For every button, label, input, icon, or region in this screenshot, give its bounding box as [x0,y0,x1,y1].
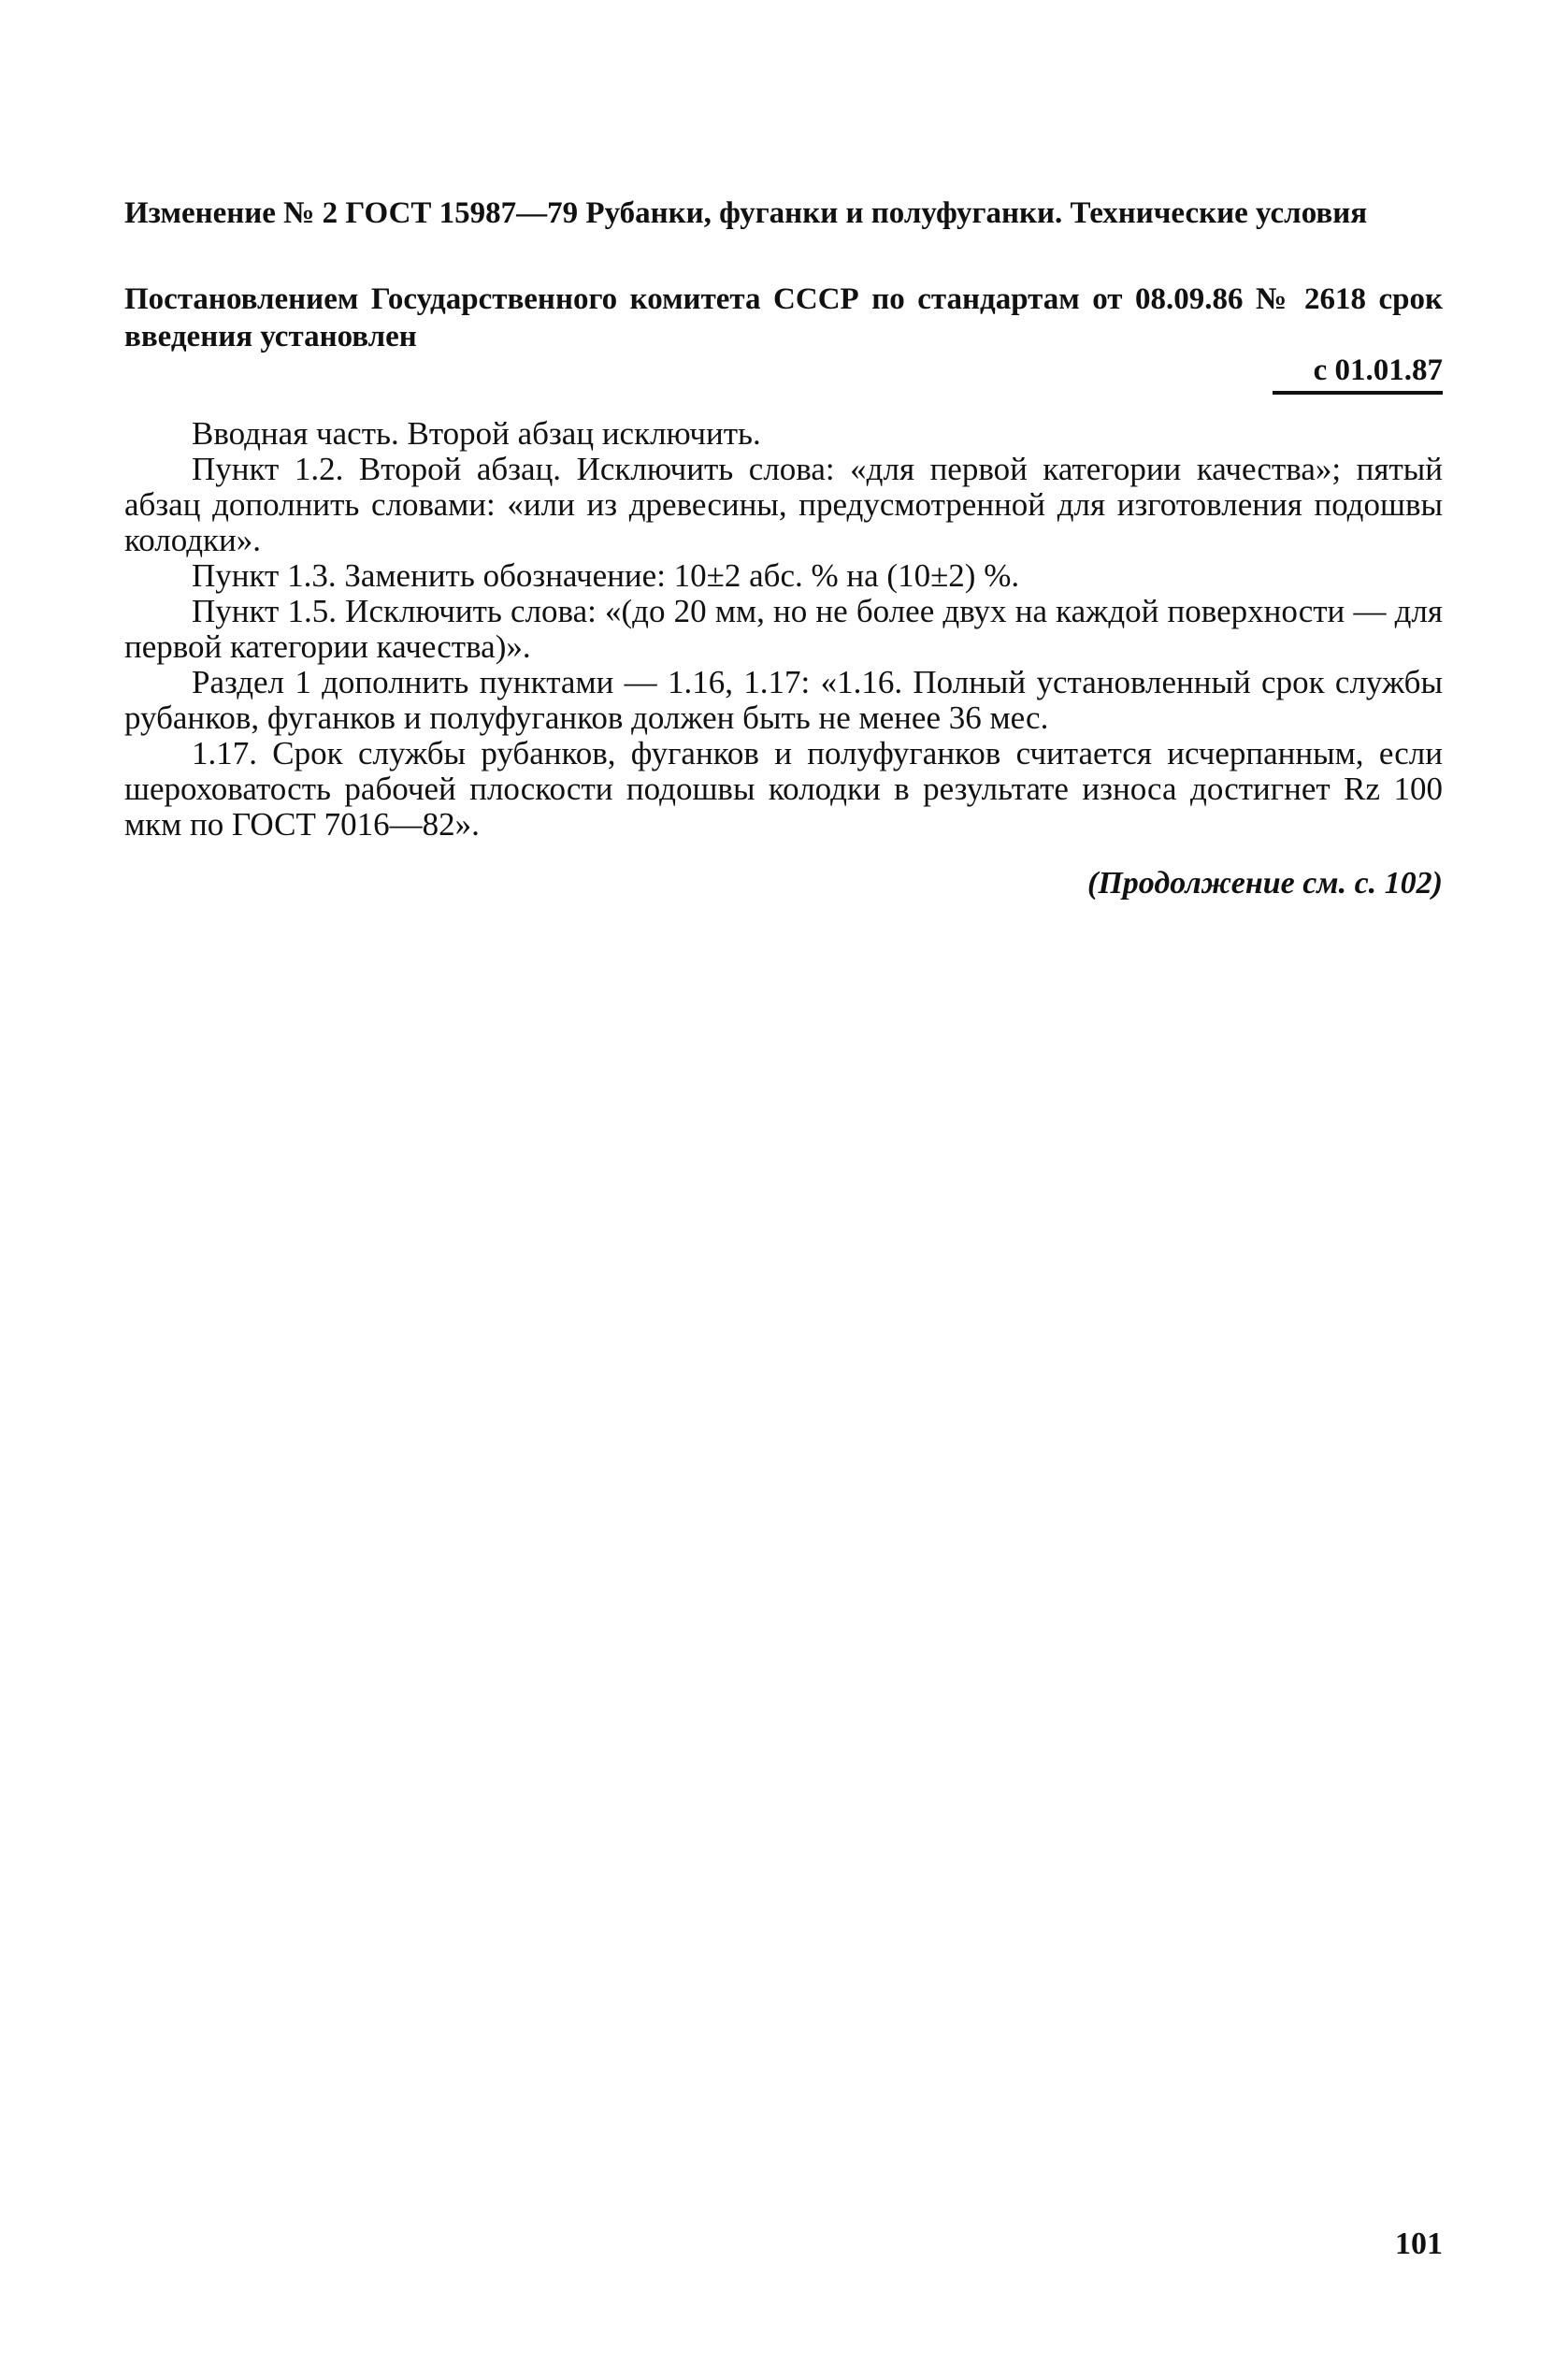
paragraph-clause-1-5: Пункт 1.5. Исключить слова: «(до 20 мм, но не более двух на каждой поверхности — для первой категории качества)». [124,593,1443,665]
decree-text: Постановлением Государственного комитета СССР по стандартам от 08.09.86 № 2618 срок введения установлен [124,282,1443,353]
document-title-block [124,195,1443,232]
effective-date: с 01.01.87 [1313,353,1443,387]
paragraph-section-1: Раздел 1 дополнить пунктами — 1.16, 1.17: «1.16. Полный установленный срок службы рубанков, фуганков и полуфуганков должен быть не менее 36 мес. [124,664,1443,736]
decree-block [124,281,1443,355]
effective-date-underline [1273,391,1443,395]
document-title: Изменение № 2 ГОСТ 15987—79 Рубанки, фуганки и полуфуганки. Технические условия [124,196,1368,230]
paragraph-clause-1-17: 1.17. Срок службы рубанков, фуганков и полуфуганков считается исчерпанным, если шероховатость рабочей плоскости подошвы колодки в результате износа достигнет Rz 100 мкм по ГОСТ 7016—82». [124,735,1443,843]
amendment-body [124,416,1443,843]
paragraph-clause-1-2: Пункт 1.2. Второй абзац. Исключить слова: «для первой категории качества»; пятый абзац дополнить словами: «или из древесины, предусмотренной для изготовления подошвы колодки». [124,451,1443,558]
continuation-note: (Продолжение см. с. 102) [1087,866,1443,901]
paragraph-clause-1-3: Пункт 1.3. Заменить обозначение: 10±2 абс. % на (10±2) %. [192,557,1020,594]
paragraph-intro: Вводная часть. Второй абзац исключить. [192,415,761,452]
page-number: 101 [1395,2227,1443,2261]
